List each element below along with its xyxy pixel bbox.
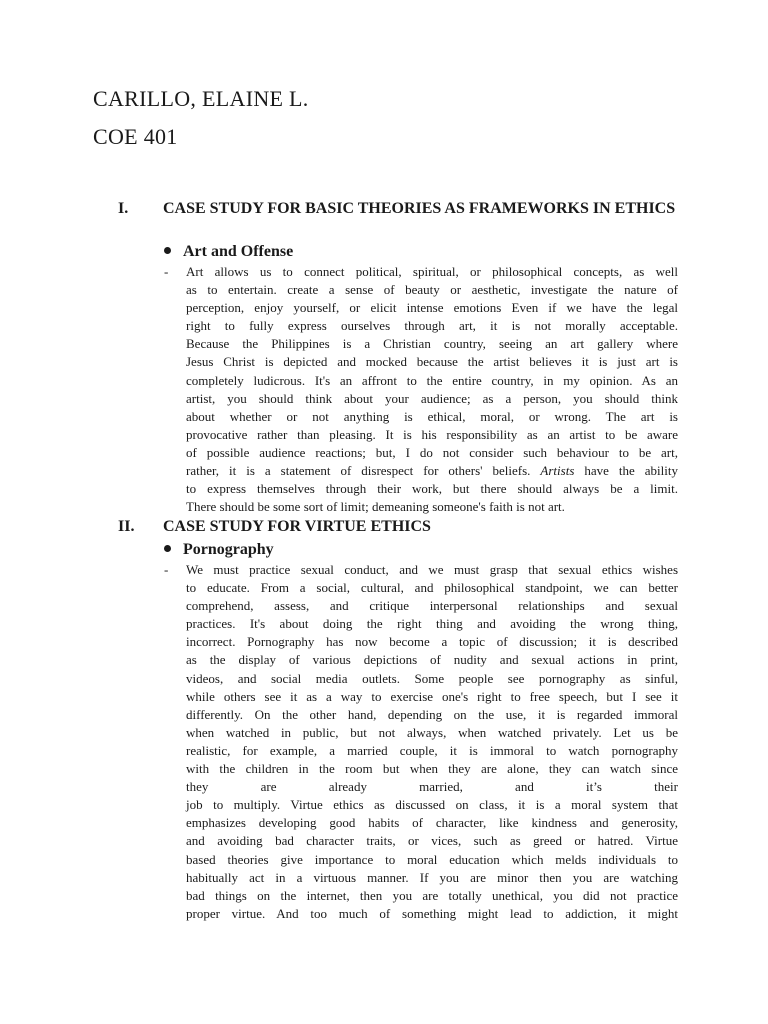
text-line: We must practice sexual conduct, and we must grasp that sexual ethics wishes	[186, 562, 678, 577]
text-line: incorrect. Pornography has now become a topic of discussion; it is described	[186, 634, 678, 650]
text-line: practices. It's about doing the right thing and avoiding the wrong thing,	[186, 616, 678, 632]
text-line: completely ludicrous. It's an affront to the entire country, in my opinion. As an	[186, 372, 678, 388]
text-line: job to multiply. Virtue ethics as discussed on class, it is a moral system that	[186, 797, 678, 813]
text-line: perception, enjoy yourself, or elicit intense emotions Even if we have the legal	[186, 300, 678, 316]
text-fragment: have the ability	[574, 463, 679, 479]
text-line: artist, you should think about your audience; as a person, you should think	[186, 390, 678, 406]
text-fragment: rather, it is a statement of disrespect for others' beliefs.	[186, 463, 541, 479]
text-line: habitually act in a virtuous manner. If you are minor then you are watching	[186, 869, 678, 885]
text-line: videos, and social media outlets. Some people see pornography as sinful,	[186, 670, 678, 686]
text-line: as the display of various depictions of nudity and sexual actions in print,	[186, 652, 678, 668]
text-line: Jesus Christ is depicted and mocked because the artist believes it is just art is	[186, 354, 678, 370]
text-line: and avoiding bad character traits, or vices, such as greed or hatred. Virtue	[186, 833, 678, 849]
text-line: Because the Philippines is a Christian country, seeing an art gallery where	[186, 336, 678, 352]
section-number: I.	[118, 200, 129, 217]
topic-heading	[164, 540, 274, 560]
text-line: provocative rather than pleasing. It is his responsibility as an artist to be aware	[186, 426, 678, 442]
text-line: about whether or not anything is ethical, moral, or wrong. The art is	[186, 408, 678, 424]
text-line: they are already married, and it’s their	[186, 779, 678, 795]
bullet-icon	[164, 545, 171, 552]
text-line: to express themselves through their work, but there should always be a limit.	[186, 481, 678, 497]
text-line: of possible audience reactions; but, I do not consider such behaviour to be art,	[186, 444, 678, 460]
paragraph-pornography	[164, 561, 678, 931]
dash-marker: -	[164, 562, 169, 577]
section-number: II.	[118, 518, 135, 535]
section-title: CASE STUDY FOR BASIC THEORIES AS FRAMEWORKS IN ETHICS	[163, 200, 676, 217]
text-line: right to fully express ourselves through art, it is not morally acceptable.	[186, 318, 678, 334]
text-line: Art allows us to connect political, spiritual, or philosophical concepts, as well	[186, 264, 678, 279]
author-name: CARILLO, ELAINE L.	[93, 86, 309, 111]
course-code: COE 401	[93, 124, 178, 149]
text-line: realistic, for example, a married couple, it is immoral to watch pornography	[186, 742, 678, 758]
text-line: bad things on the internet, then you are totally unethical, you did not practice	[186, 887, 678, 903]
text-line: emphasizes developing good habits of character, like kindness and generosity,	[186, 815, 678, 831]
italic-word: Artists	[540, 463, 575, 479]
text-line: with the children in the room but when they are alone, they can watch since	[186, 761, 678, 777]
dash-marker: -	[164, 264, 169, 279]
text-line: to educate. From a social, cultural, and philosophical standpoint, we can better	[186, 580, 678, 596]
text-line: proper virtue. And too much of something might lead to addiction, it might	[186, 905, 678, 921]
text-line: as to entertain. create a sense of beauty or aesthetic, investigate the nature of	[186, 282, 678, 298]
bullet-icon	[164, 247, 171, 254]
section-title: CASE STUDY FOR VIRTUE ETHICS	[163, 518, 431, 535]
topic-heading	[164, 242, 293, 262]
text-line: when watched in public, but not always, when watched privately. Let us be	[186, 724, 678, 740]
topic-label: Pornography	[183, 541, 274, 558]
paragraph-art-and-offense	[164, 263, 679, 519]
text-line: based theories give importance to moral education which melds individuals to	[186, 851, 678, 867]
paragraph-text	[186, 263, 678, 516]
text-line-with-italic	[186, 462, 678, 480]
text-line: while others see it as a way to exercise one's right to free speech, but I see it	[186, 688, 678, 704]
section-heading	[118, 517, 678, 537]
text-line: differently. On the other hand, depending on the use, it is regarded immoral	[186, 706, 678, 722]
section-heading	[118, 199, 678, 239]
text-line: comprehend, assess, and critique interpersonal relationships and sexual	[186, 598, 678, 614]
paragraph-text	[186, 561, 678, 923]
text-line: There should be some sort of limit; demeaning someone's faith is not art.	[186, 499, 565, 515]
topic-label: Art and Offense	[183, 243, 294, 260]
